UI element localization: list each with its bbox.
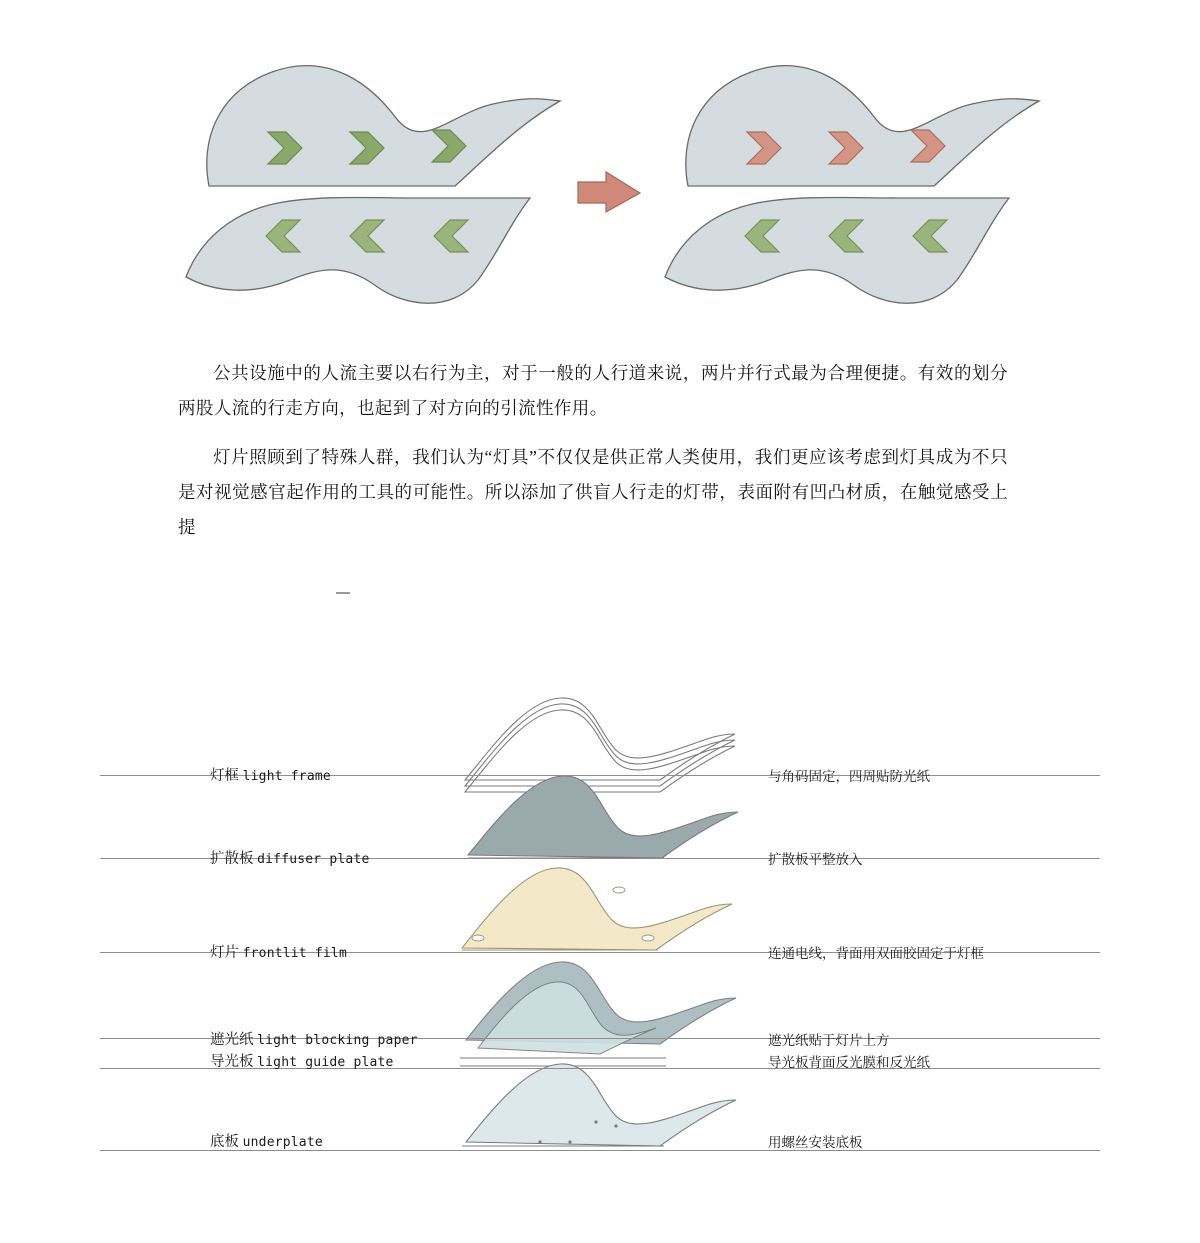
layer-note-frontlit-film: 连通电线，背面用双面胶固定于灯框 (768, 946, 984, 961)
exploded-view-diagram (0, 660, 1200, 1180)
layer-shape-underplate (462, 1064, 736, 1146)
layer-label-light-guide-plate: 导光板 light guide plate (210, 1054, 394, 1070)
paragraph-1: 公共设施中的人流主要以右行为主，对于一般的人行道来说，两片并行式最为合理便捷。有效的划分两股人流的行走方向，也起到了对方向的引流性作用。 (178, 363, 1008, 418)
layer-label-frontlit-film: 灯片 frontlit film (210, 945, 347, 961)
layer-note-underplate: 用螺丝安装底板 (768, 1135, 863, 1150)
paragraph-2: 灯片照顾到了特殊人群，我们认为“灯具”不仅仅是供正常人类使用，我们更应该考虑到灯具成为不只是对视觉感官起作用的工具的可能性。所以添加了供盲人行走的灯带，表面附有凹凸材质，在触觉感受上提 (178, 447, 1008, 537)
transition-arrow (578, 172, 640, 212)
stray-dash-mark (336, 592, 350, 594)
layer-note-diffuser-plate: 扩散板平整放入 (768, 852, 863, 867)
layer-shape-light-frame (465, 698, 735, 792)
layer-shape-light-blocking-paper (460, 962, 736, 1066)
right-flow-shape (665, 66, 1039, 304)
layer-shapes (420, 680, 780, 1150)
layer-label-diffuser-plate: 扩散板 diffuser plate (210, 851, 370, 867)
layer-label-underplate: 底板 underplate (210, 1134, 323, 1150)
flow-diagram (0, 0, 1200, 330)
layer-shape-diffuser-plate (468, 776, 738, 858)
layer-note-light-blocking-paper: 遮光纸贴于灯片上方 (768, 1033, 890, 1048)
left-flow-shape (186, 66, 560, 304)
layer-note-light-frame: 与角码固定，四周贴防光纸 (768, 769, 930, 784)
layer-label-light-frame: 灯框 light frame (210, 768, 331, 784)
layer-label-light-blocking-paper: 遮光纸 light blocking paper (210, 1032, 418, 1048)
layer-shape-frontlit-film (462, 868, 732, 950)
layer-note-light-guide-plate: 导光板背面反光膜和反光纸 (768, 1055, 930, 1070)
body-text (178, 356, 1008, 559)
